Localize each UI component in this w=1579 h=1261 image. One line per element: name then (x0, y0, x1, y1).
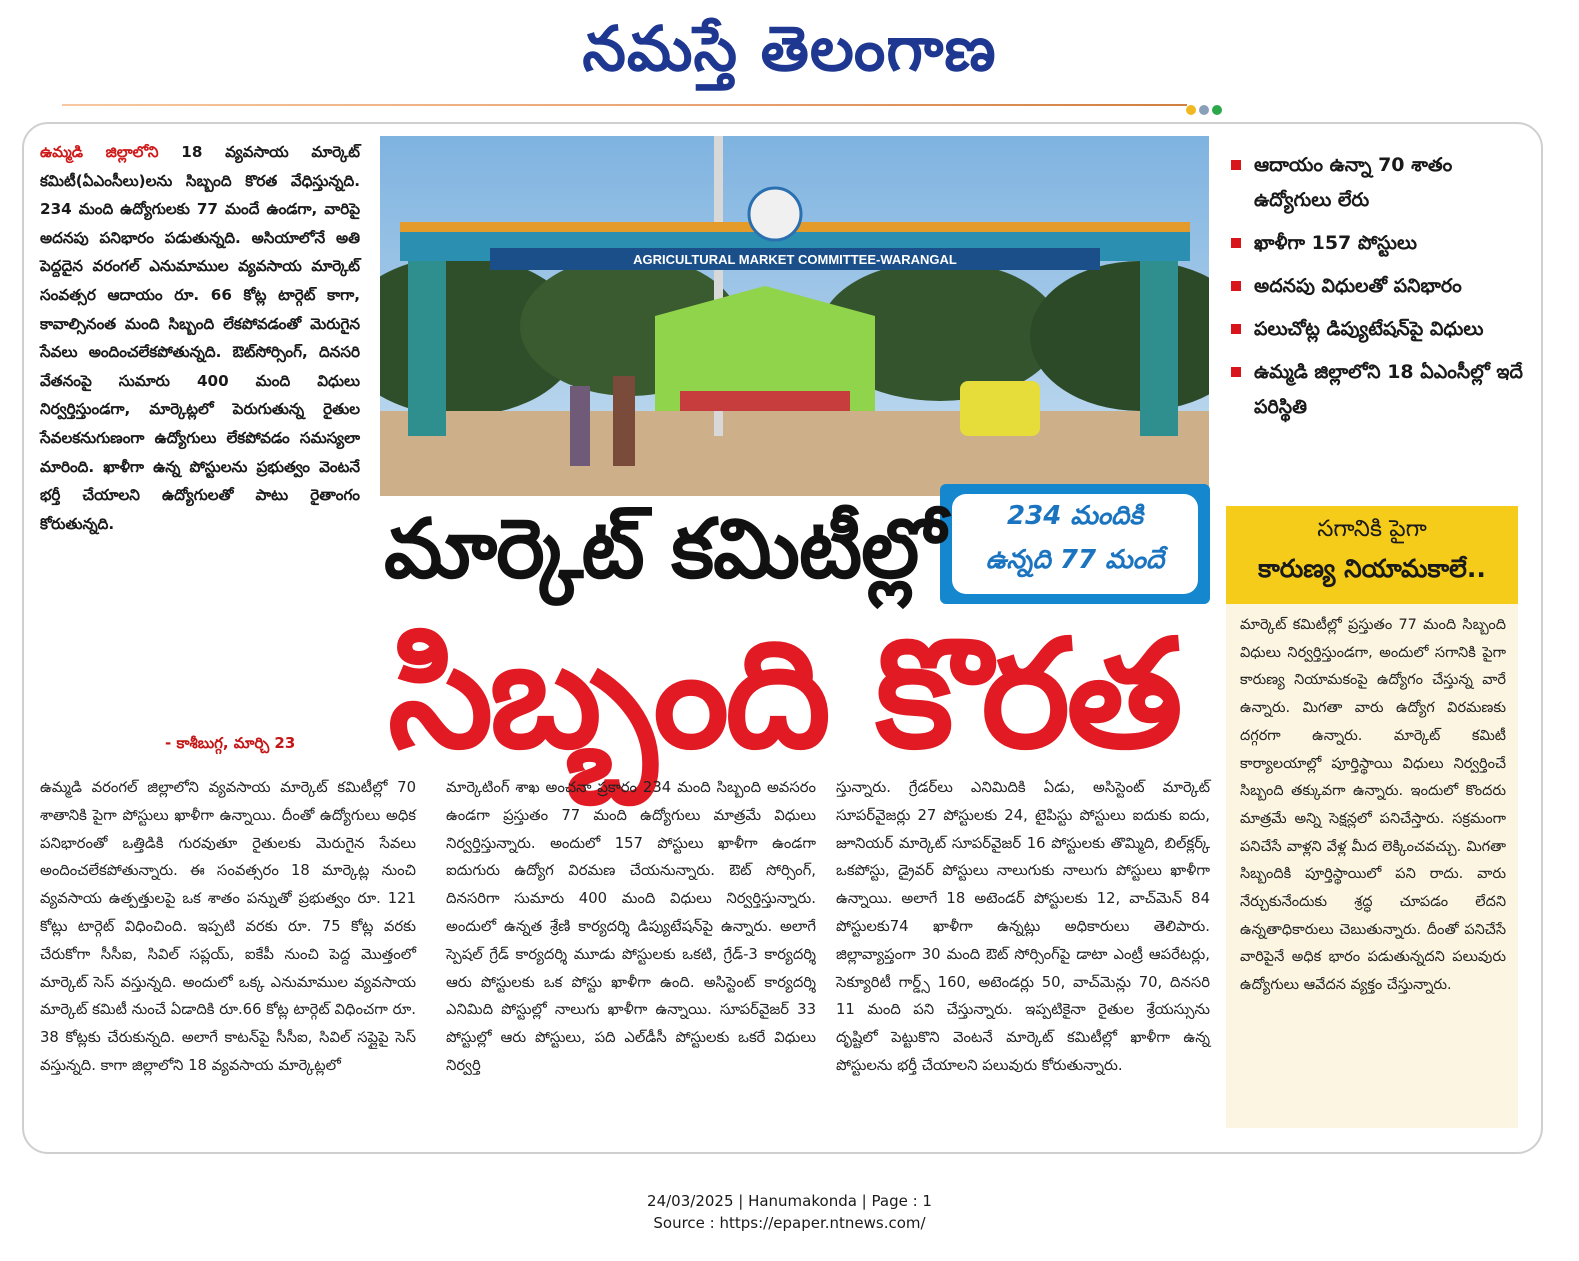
lead-paragraph (40, 138, 360, 538)
highlight-item: ఆదాయం ఉన్నా 70 శాతం ఉద్యోగులు లేరు (1228, 148, 1528, 218)
body-column-2: మార్కెటింగ్ శాఖ అంచనా ప్రకారం 234 మంది సిబ్బంది అవసరం ఉండగా ప్రస్తుతం 77 మంది ఉద్యోగులు మాత్రమే విధులు నిర్వర్తిస్తున్నారు. అందులో 157 పోస్టులు ఖాళీగా ఉండగా ఐదుగురు ఉద్యోగ విరమణ చేయనున్నారు. ఔట్ సోర్సింగ్, దినసరిగా సుమారు 400 మంది విధులు నిర్వర్తిస్తున్నారు. అందులో ఉన్నత శ్రేణి కార్యదర్శి డిప్యుటేషన్‌పై ఉన్నారు. అలాగే స్పెషల్ గ్రేడ్ కార్యదర్శి మూడు పోస్టులకు ఒకటి, గ్రేడ్-3 కార్యదర్శి ఆరు పోస్టులకు ఒక పోస్టు ఖాళీగా ఉంది. అసిస్టెంట్ కార్యదర్శి ఎనిమిది పోస్టుల్లో నాలుగు ఖాళీగా ఉన్నాయి. సూపర్‌వైజర్ 33 పోస్టుల్లో ఆరు పోస్టులు, పది ఎల్‌డీసీ పోస్టులకు ఒకరే విధులు నిర్వర్తి (446, 779, 816, 1074)
sidebar-title2: కారుణ్య నియామకాలే.. (1258, 554, 1486, 583)
subhead-line2: ఉన్నది 77 మందే (985, 545, 1165, 575)
sidebar-title-box (1226, 506, 1518, 604)
lead-highlight: ఉమ్మడి జిల్లాలోని (40, 143, 159, 161)
body-column-1: ఉమ్మడి వరంగల్ జిల్లాలోని వ్యవసాయ మార్కెట్ కమిటీల్లో 70 శాతానికి పైగా పోస్టులు ఖాళీగా ఉన్నాయి. దీంతో ఉద్యోగులు అధిక పనిభారంతో ఒత్తిడికి గురవుతూ రైతులకు మెరుగైన సేవలు అందించలేకపోతున్నారు. ఈ సంవత్సరం 18 మార్కెట్ల నుంచి వ్యవసాయ ఉత్పత్తులపై ఒక శాతం పన్నుతో ప్రభుత్వం రూ. 121 కోట్లు టార్గెట్ విధించింది. ఇప్పటి వరకు రూ. 75 కోట్ల వరకు చేరుకోగా సీసీఐ, సివిల్ సప్లయ్, ఐకేపీ నుంచి పెద్ద మొత్తంలో మార్కెట్ సెస్ వస్తున్నది. అందులో ఒక్క ఎనుమాముల వ్యవసాయ మార్కెట్ కమిటీ నుంచే ఏడాదికి రూ.66 కోట్ల టార్గెట్ విధించగా రూ. 38 కోట్లకు చేరుకున్నది. అలాగే కాటన్‌పై సీసీఐ, సివిల్ సప్లైపై సెస్ వస్తున్నది. కాగా జిల్లాలోని 18 వ్యవసాయ మార్కెట్లలో (40, 779, 416, 1074)
headline-line2: సిబ్బంది కొరత (388, 608, 1179, 782)
highlight-item: ఉమ్మడి జిల్లాలోని 18 ఏఎంసీల్లో ఇదే పరిస్థితి (1228, 355, 1528, 425)
sidebar-title1: సగానికి పైగా (1317, 516, 1427, 542)
highlight-item: అదనపు విధులతో పనిభారం (1228, 269, 1528, 304)
highlight-item: పలుచోట్ల డిప్యుటేషన్‌పై విధులు (1228, 312, 1528, 347)
highlights-list (1228, 148, 1528, 433)
masthead-rule (62, 104, 1187, 106)
highlight-item: ఖాళీగా 157 పోస్టులు (1228, 226, 1528, 261)
body-column-3: స్తున్నారు. గ్రేడర్‌లు ఎనిమిదికి ఏడు, అసిస్టెంట్ మార్కెట్ సూపర్‌వైజర్లు 27 పోస్టులకు 24, టైపిస్టు పోస్టులు ఐదుకు ఐదు, జూనియర్ మార్కెట్ సూపర్‌వైజర్ 16 పోస్టులకు తొమ్మిది, బిల్‌క్లర్క్ ఒకపోస్టు, డ్రైవర్ పోస్టులు నాలుగుకు నాలుగు పోస్టులు ఖాళీగా ఉన్నాయి. అలాగే 18 అటెండర్ పోస్టులకు 12, వాచ్‌మెన్ 84 పోస్టులకు74 ఖాళీగా ఉన్నట్లు అధికారులు తెలిపారు. జిల్లావ్యాప్తంగా 30 మంది ఔట్ సోర్సింగ్‌పై డాటా ఎంట్రీ ఆపరేటర్లు, సెక్యూరిటీ గార్డ్స్ 160, అటెండర్లు 50, వాచ్‌మెన్లు 70, దినసరి 11 మంది పని చేస్తున్నారు. ఇప్పటికైనా రైతుల శ్రేయస్సును దృష్టిలో పెట్టుకొని వెంటనే మార్కెట్ కమిటీల్లో ఖాళీగా ఉన్న పోస్టులను భర్తీ చేయాలని పలువురు కోరుతున్నారు. (836, 779, 1210, 1074)
footer-edition: 24/03/2025 | Hanumakonda | Page : 1 (647, 1192, 932, 1210)
dateline: - కాశీబుగ్గ, మార్చి 23 (165, 734, 296, 752)
lead-body: 18 వ్యవసాయ మార్కెట్ కమిటీ(ఏఎంసీలు)లను సిబ్బంది కొరత వేధిస్తున్నది. 234 మంది ఉద్యోగులకు 77 మందే ఉండగా, వారిపై అదనపు పనిభారం పడుతున్నది. అసియాలోనే అతి పెద్దదైన వరంగల్ ఎనుమాముల వ్యవసాయ మార్కెట్ సంవత్సర ఆదాయం రూ. 66 కోట్ల టార్గెట్ కాగా, కావాల్సినంత మంది సిబ్బంది లేకపోవడంతో మెరుగైన సేవలు అందించలేకపోతున్నది. ఔట్‌సోర్సింగ్, దినసరి వేతనంపై సుమారు 400 మంది విధులు నిర్వర్తిస్తుండగా, మార్కెట్లలో పెరుగుతున్న రైతుల సేవలకనుగుణంగా ఉద్యోగులు లేకపోవడం సమస్యలా మారింది. ఖాళీగా ఉన్న పోస్టులను ప్రభుత్వం వెంటనే భర్తీ చేయాలని ఉద్యోగులతో పాటు రైతాంగం కోరుతున్నది. (40, 143, 360, 533)
arch-banner-text: AGRICULTURAL MARKET COMMITTEE-WARANGAL (633, 252, 957, 267)
footer-source: Source : https://epaper.ntnews.com/ (653, 1214, 926, 1232)
masthead-dots (1186, 100, 1225, 112)
headline-line1: మార్కెట్ కమిటీల్లో (384, 502, 945, 597)
masthead-title: నమస్తే తెలంగాణ (582, 12, 997, 85)
subhead-line1: 234 మందికి (1007, 501, 1143, 531)
sidebar-body: మార్కెట్ కమిటీల్లో ప్రస్తుతం 77 మంది సిబ్బంది విధులు నిర్వర్తిస్తుండగా, అందులో సగానికి పైగా కారుణ్య నియామకంపై ఉద్యోగం చేస్తున్న వారే ఉన్నారు. మిగతా వారు ఉద్యోగ విరమణకు దగ్గరగా ఉన్నారు. మార్కెట్ కమిటీ కార్యాలయాల్లో పూర్తిస్థాయి విధులు నిర్వర్తించే సిబ్బంది తక్కువగా ఉన్నారు. ఇందులో కొందరు మాత్రమే అన్ని సెక్షన్లలో పనిచేస్తారు. సక్రమంగా పనిచేసే వాళ్లని వేళ్ల మీద లెక్కించవచ్చు. మిగతా సిబ్బందికి పూర్తిస్థాయిలో పని రాదు. వారు నేర్చుకునేందుకు శ్రద్ధ చూపడం లేదని ఉన్నతాధికారులు చెబుతున్నారు. దీంతో పనిచేసే వారిపైనే అధిక భారం పడుతున్నదని పలువురు ఉద్యోగులు ఆవేదన వ్యక్తం చేస్తున్నారు. (1240, 617, 1506, 994)
market-gate-photo (380, 136, 1209, 496)
masthead (0, 0, 1579, 100)
subhead-box (940, 484, 1210, 604)
footer (0, 1190, 1579, 1234)
